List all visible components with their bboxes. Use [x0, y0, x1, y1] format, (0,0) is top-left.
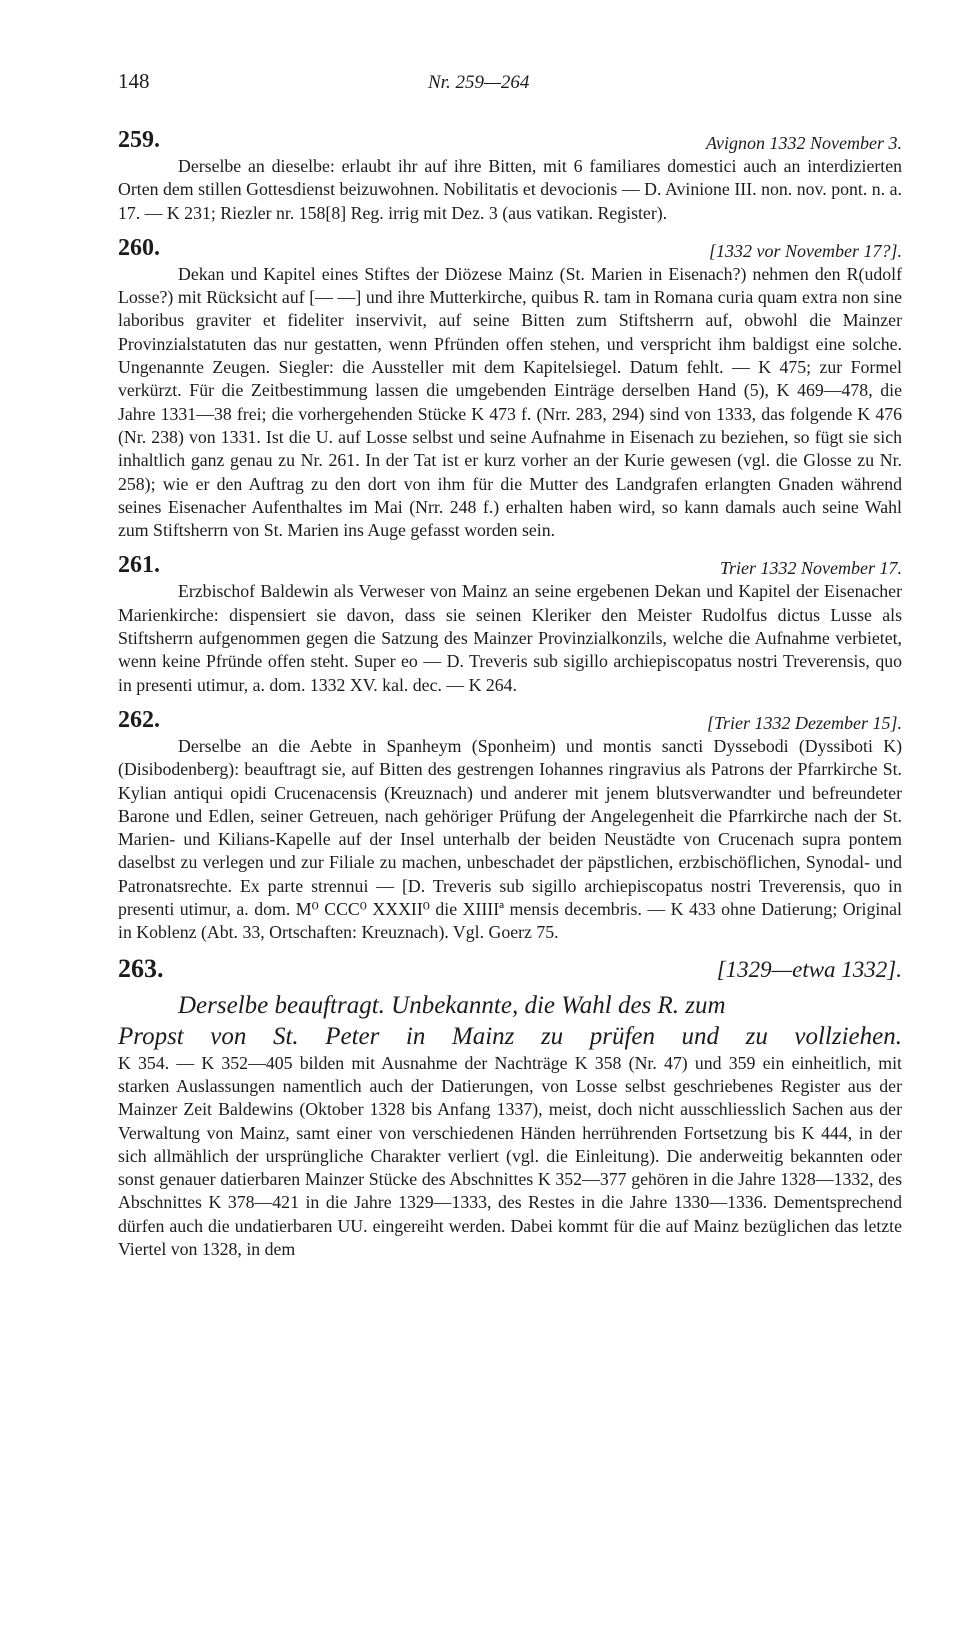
- entry-number: 260.: [118, 234, 160, 261]
- document-page: [118, 70, 902, 1610]
- running-head: [118, 70, 902, 100]
- entry-date: Trier 1332 November 17.: [720, 558, 902, 579]
- entry-261: [118, 552, 902, 696]
- entry-number: 261.: [118, 552, 160, 579]
- entry-number: 259.: [118, 127, 160, 153]
- entry-263: [118, 953, 902, 1262]
- entry-260: [118, 234, 902, 543]
- entry-number: 262.: [118, 706, 160, 733]
- entry-259: [118, 127, 902, 225]
- entry-head: [118, 953, 902, 990]
- entry-number: 263.: [118, 953, 164, 983]
- entry-head: [118, 552, 902, 580]
- entry-head: [118, 127, 902, 155]
- entry-date: Avignon 1332 November 3.: [706, 133, 902, 153]
- entry-head: [118, 234, 902, 263]
- entry-date: [1332 vor November 17?].: [709, 240, 902, 261]
- running-title: Nr. 259—264: [428, 72, 530, 93]
- entry-date: [Trier 1332 Dezember 15].: [706, 712, 902, 733]
- entry-text: Derselbe an dieselbe: erlaubt ihr auf ihre Bitten, mit 6 familiares domestici auch an interdizierten Orten dem stillen Gottesdienst beizuwohnen. Nobilitatis et devocionis — D. Avinione III. non. nov. pont. n. a. 17. — K 231; Riezler nr. 158[8] Reg. irrig mit Dez. 3 (aus vatikan. Register).: [118, 156, 902, 223]
- entry-head: [118, 706, 902, 735]
- entry-text: Erzbischof Baldewin als Verweser von Mainz an seine ergebenen Dekan und Kapitel der Eisenacher Marienkirche: dispensiert sie davon, dass sie seinen Kleriker den Meister Rudolfus dictus Lusse als Stiftsherrn aufgenommen gegen die Satzung des Mainzer Provinzialkonzils, welche die Aufnahme verbietet, wenn keine Pfründe offen steht. Super eo — D. Treveris sub sigillo archiepiscopatus nostri Treverensis, quo in presenti utimur, a. dom. 1332 XV. kal. dec. — K 264.: [118, 581, 902, 695]
- entry-lead-line: Propst von St. Peter in Mainz zu prüfen und zu vollziehen.: [118, 1022, 902, 1050]
- entry-date: [1329—etwa 1332].: [716, 956, 902, 982]
- page-number: 148: [118, 69, 150, 93]
- entry-262: [118, 706, 902, 945]
- entry-text: Dekan und Kapitel eines Stiftes der Diözese Mainz (St. Marien in Eisenach?) nehmen den R(udolf Losse?) mit Rücksicht auf [— —] und ihre Mutterkirche, quibus R. tam in Romana curia quam extra non sine laboribus graviter et fideliter inservivit, auf seine Bitten zum Stiftsherrn auf, obwohl die Mainzer Provinzialstatuten das nur gestatten, wenn Pfründen offen stehen, und verspricht ihm baldigst eine solche. Ungenannte Zeugen. Siegler: die Aussteller mit dem Kapitelsiegel. Datum fehlt. — K 475; zur Formel verkürzt. Für die Zeitbestimmung lassen die umgebenden Einträge derselben Hand (5), K 469—478, die Jahre 1331—38 frei; die vorhergehenden Stücke K 473 f. (Nrr. 283, 294) sind von 1333, das folgende K 476 (Nr. 238) von 1331. Ist die U. auf Losse selbst und seine Aufnahme in Eisenach zu beziehen, so fügt sie sich inhaltlich ganz genau zu Nr. 261. In der Tat ist er kurz vorher an der Kurie gewesen (vgl. die Glosse zu Nr. 258); wie er den Auftrag zu den dort von ihm für die Mutter des Landgrafen erlangten Gnaden während seines Eisenacher Aufenthaltes im Mai (Nrr. 248 f.) erhalten haben wird, so kann damals auch seine Wahl zum Stiftsherrn von St. Marien ins Auge gefasst worden sein.: [118, 263, 902, 541]
- entry-lead-line: Derselbe beauftragt. Unbekannte, die Wahl des R. zum: [178, 991, 726, 1019]
- entry-text: Derselbe an die Aebte in Spanheym (Sponheim) und montis sancti Dyssebodi (Dyssiboti K) (Disibodenberg): beauftragt sie, auf Bitten des gestrengen Iohannes ringravius als Patrons der Pfarrkirche St. Kylian antiqui opidi Crucenacensis (Kreuznach) und anderer mit jenem blutsverwandter und befreundeter Barone und Edlen, seiner Getreuen, nach gehöriger Prüfung der Angelegenheit die Pfarrkirche nach der St. Marien- und Kilians-Kapelle auf der Insel unterhalb der beiden Neustädte von Crucenach supra pontem daselbst zu verlegen und zur Filiale zu machen, unbeschadet der päpstlichen, erzbischöflichen, Synodal- und Patronatsrechte. Ex parte strennui — [D. Treveris sub sigillo archiepiscopatus nostri Treverensis, quo in presenti utimur, a. dom. M⁰ CCC⁰ XXXII⁰ die XIIIIª mensis decembris. — K 433 ohne Datierung; Original in Koblenz (Abt. 33, Ortschaften: Kreuznach). Vgl. Goerz 75.: [118, 735, 902, 943]
- entry-text: K 354. — K 352—405 bilden mit Ausnahme der Nachträge K 358 (Nr. 47) und 359 ein einheitlich, mit starken Auslassungen namentlich auch der Datierungen, von Losse selbst geschriebenes Register aus der Mainzer Zeit Baldewins (Oktober 1328 bis Anfang 1337), meist, doch nicht ausschliesslich Sachen aus der Verwaltung von Mainz, samt einer von verschiedenen Händen herrührenden Fortsetzung bis K 444, in der sich allmählich der ursprüngliche Charakter verliert (vgl. die Einleitung). Die anderweitig bekannten oder sonst genauer datierbaren Mainzer Stücke des Abschnittes K 352—377 gehören in die Jahre 1328—1332, des Abschnittes K 378—421 in die Jahre 1329—1333, des Restes in die Jahre 1330—1336. Dementsprechend dürfen auch die undatierbaren UU. eingereiht werden. Dabei kommt für die auf Mainz bezüglichen das letzte Viertel von 1328, in dem: [118, 1052, 902, 1259]
